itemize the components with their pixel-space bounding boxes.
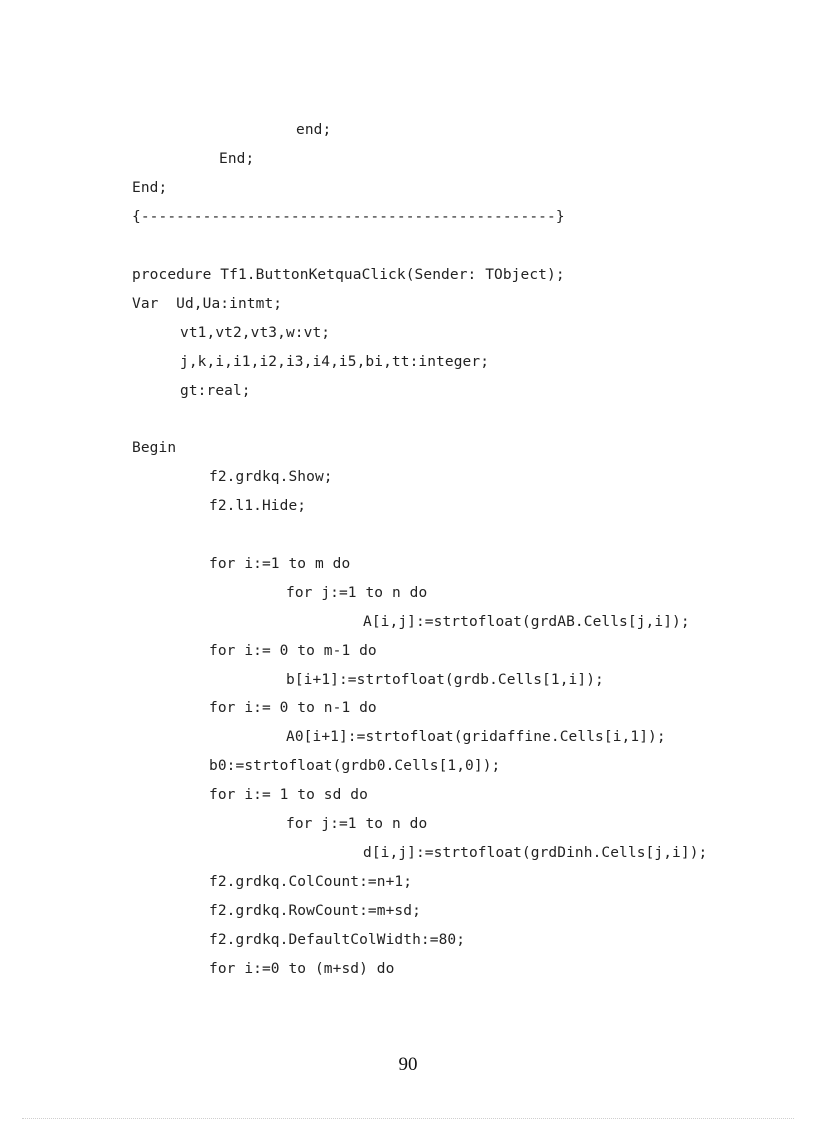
var-declaration: Var Ud,Ua:intmt; (132, 296, 283, 312)
code-line: b[i+1]:=strtofloat(grdb.Cells[1,i]); (286, 672, 604, 688)
code-line: A0[i+1]:=strtofloat(gridaffine.Cells[i,1]); (286, 729, 666, 745)
page-bottom-divider (22, 1118, 794, 1119)
begin-keyword: Begin (132, 440, 177, 456)
code-line: for i:= 0 to m-1 do (209, 643, 377, 659)
code-line: d[i,j]:=strtofloat(grdDinh.Cells[j,i]); (363, 845, 708, 861)
code-line: for j:=1 to n do (286, 585, 428, 601)
code-line: f2.grdkq.Show; (209, 469, 333, 485)
procedure-header: procedure Tf1.ButtonKetquaClick(Sender: TObject); (132, 267, 565, 283)
code-line: for i:= 0 to n-1 do (209, 700, 377, 716)
code-line: for i:=0 to (m+sd) do (209, 961, 395, 977)
code-line: f2.l1.Hide; (209, 498, 307, 514)
code-line: b0:=strtofloat(grdb0.Cells[1,0]); (209, 758, 501, 774)
code-line: A[i,j]:=strtofloat(grdAB.Cells[j,i]); (363, 614, 690, 630)
code-line: End; (219, 151, 255, 167)
code-line: f2.grdkq.ColCount:=n+1; (209, 874, 413, 890)
code-line: f2.grdkq.DefaultColWidth:=80; (209, 932, 466, 948)
code-line: vt1,vt2,vt3,w:vt; (180, 325, 331, 341)
page-number: 90 (398, 1054, 418, 1075)
code-line: for j:=1 to n do (286, 816, 428, 832)
code-line: f2.grdkq.RowCount:=m+sd; (209, 903, 421, 919)
code-line: for i:= 1 to sd do (209, 787, 368, 803)
code-line: end; (296, 122, 332, 138)
separator-comment: {-----------------------------------------------} (132, 209, 565, 225)
code-line: End; (132, 180, 168, 196)
code-line: for i:=1 to m do (209, 556, 351, 572)
code-line: j,k,i,i1,i2,i3,i4,i5,bi,tt:integer; (180, 354, 490, 370)
code-line: gt:real; (180, 383, 251, 399)
